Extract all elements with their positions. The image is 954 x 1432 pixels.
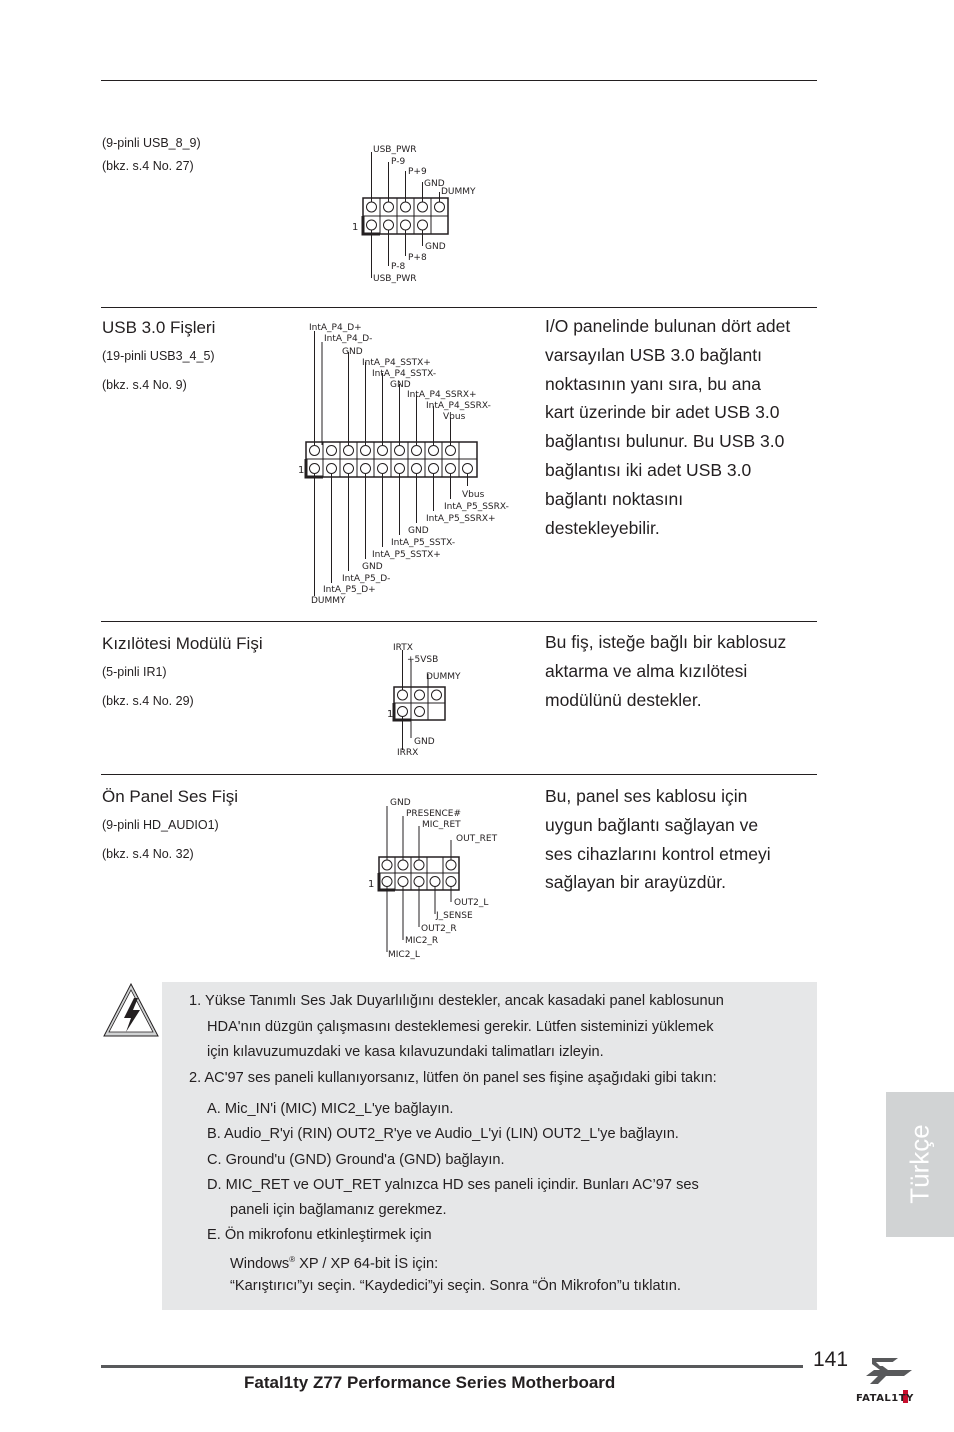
usb3-label: GND: [408, 526, 429, 536]
audio-label: OUT2_R: [421, 924, 457, 934]
usb2-pins: (9-pinli USB_8_9): [102, 136, 201, 150]
usb3-label: IntA_P5_SSRX+: [426, 514, 496, 524]
ir-pins: (5-pinli IR1): [102, 665, 167, 679]
audio-pin-diagram: [364, 792, 514, 964]
section-divider: [101, 774, 817, 775]
fatal1ty-logo: [850, 1352, 930, 1410]
ir-label: IRTX: [393, 643, 413, 653]
usb3-label: IntA_P4_SSTX+: [362, 358, 431, 368]
usb3-label: IntA_P5_SSTX-: [391, 538, 456, 548]
usb2-label: DUMMY: [441, 187, 476, 197]
note-line: A. Mic_IN'i (MIC) MIC2_L'ye bağlayın.: [207, 1101, 454, 1117]
usb3-label: IntA_P4_SSRX-: [426, 401, 491, 411]
warning-icon: [100, 980, 162, 1042]
audio-label: OUT2_L: [454, 898, 489, 908]
note-box: [162, 982, 817, 1310]
desc-line: uygun bağlantı sağlayan ve: [545, 814, 759, 835]
note-line: paneli için bağlamanız gerekmez.: [230, 1202, 447, 1218]
note-line: D. MIC_RET ve OUT_RET yalnızca HD ses paneli içindir. Bunları AC’97 ses: [207, 1177, 699, 1193]
usb3-pins: (19-pinli USB3_4_5): [102, 349, 215, 363]
audio-ref: (bkz. s.4 No. 32): [102, 847, 194, 861]
desc-line: Bu fiş, isteğe bağlı bir kablosuz: [545, 632, 787, 652]
usb3-label: IntA_P4_SSRX+: [407, 390, 477, 400]
desc-line: destekleyebilir.: [545, 517, 660, 538]
windows-version: XP / XP 64-bit İS için:: [295, 1255, 439, 1272]
ir-title: Kızılötesi Modülü Fişi: [102, 634, 263, 653]
usb3-pin-diagram: [296, 318, 526, 608]
usb3-pin-one: 1: [298, 465, 305, 476]
usb3-label: GND: [362, 562, 383, 572]
footer-title: Fatal1ty Z77 Performance Series Motherboard: [244, 1373, 616, 1392]
desc-line: varsayılan USB 3.0 bağlantı: [545, 344, 762, 365]
windows-label: Windows: [230, 1255, 290, 1272]
usb2-label: GND: [424, 179, 445, 189]
audio-label: J_SENSE: [436, 911, 473, 921]
registered-mark: ®: [289, 1255, 296, 1264]
ir-label: DUMMY: [426, 672, 461, 682]
usb3-label: GND: [342, 347, 363, 357]
note-line: 1. Yükse Tanımlı Ses Jak Duyarlılığını destekler, ancak kasadaki panel kablosunun: [189, 993, 724, 1009]
audio-label: PRESENCE#: [406, 809, 462, 819]
usb2-label: P-8: [391, 262, 406, 272]
audio-title: Ön Panel Ses Fişi: [102, 787, 239, 806]
ir-label: +5VSB: [407, 655, 439, 665]
audio-label: OUT_RET: [456, 834, 498, 844]
usb2-pin-diagram: [340, 138, 500, 286]
ir-pin-one: 1: [387, 709, 394, 720]
audio-label: MIC2_R: [405, 936, 439, 946]
ir-pin-diagram: [385, 638, 495, 760]
usb3-ref: (bkz. s.4 No. 9): [102, 378, 187, 392]
desc-line: noktasının yanı sıra, bu ana: [545, 373, 761, 394]
note-line: “Karıştırıcı”yı seçin. “Kaydedici”yi seçin. Sonra “Ön Mikrofon”u tıklatın.: [230, 1278, 681, 1294]
ir-ref: (bkz. s.4 No. 29): [102, 694, 194, 708]
usb3-label: IntA_P5_SSTX+: [372, 550, 441, 560]
usb3-description: [545, 312, 820, 542]
usb3-label: IntA_P5_D+: [323, 585, 376, 595]
ir-label: GND: [414, 737, 435, 747]
usb2-label: P+9: [408, 167, 427, 177]
usb3-title: USB 3.0 Fişleri: [102, 318, 216, 337]
desc-line: aktarma ve alma kızılötesi: [545, 660, 748, 681]
note-line: için kılavuzumuzdaki ve kasa kılavuzundaki talimatları izleyin.: [207, 1044, 604, 1060]
section-divider: [101, 307, 817, 308]
desc-line: bağlantı noktasını: [545, 488, 684, 509]
usb3-label: IntA_P5_SSRX-: [444, 502, 509, 512]
section-divider: [101, 621, 817, 622]
usb3-label: IntA_P5_D-: [342, 574, 391, 584]
usb3-label: GND: [390, 380, 411, 390]
audio-label: MIC2_L: [388, 950, 420, 960]
usb2-pin-one: 1: [352, 222, 359, 233]
note-line: B. Audio_R'yi (RIN) OUT2_R'ye ve Audio_L'yi (LIN) OUT2_L'ye bağlayın.: [207, 1126, 679, 1142]
note-line: 2. AC'97 ses paneli kullanıyorsanız, lütfen ön panel ses fişine aşağıdaki gibi takın:: [189, 1070, 717, 1086]
usb3-label: Vbus: [462, 490, 485, 500]
ir-description: [545, 628, 820, 714]
desc-line: ses cihazlarını kontrol etmeyi: [545, 843, 771, 864]
page-number: 141: [813, 1348, 849, 1371]
desc-line: kart üzerinde bir adet USB 3.0: [545, 402, 780, 423]
usb2-label: USB_PWR: [373, 274, 417, 284]
desc-line: modülünü destekler.: [545, 689, 702, 710]
ir-label: IRRX: [397, 748, 419, 758]
usb3-label: DUMMY: [311, 596, 346, 606]
usb3-label: IntA_P4_D-: [324, 334, 373, 344]
desc-line: sağlayan bir arayüzdür.: [545, 872, 726, 893]
language-side-tab: [886, 1092, 954, 1237]
note-line: E. Ön mikrofonu etkinleştirmek için: [207, 1227, 432, 1243]
desc-line: Bu, panel ses kablosu için: [545, 786, 748, 806]
language-label: Türkçe: [904, 1124, 935, 1204]
audio-pin-one: 1: [368, 879, 375, 890]
desc-line: bağlantısı bulunur. Bu USB 3.0: [545, 431, 785, 452]
audio-description: [545, 782, 820, 897]
usb3-label: Vbus: [443, 412, 466, 422]
usb2-label: P-9: [391, 157, 406, 167]
usb2-label: GND: [425, 242, 446, 252]
desc-line: I/O panelinde bulunan dört adet: [545, 316, 791, 336]
footer-rule: [101, 1365, 803, 1368]
usb3-label: IntA_P4_D+: [309, 323, 362, 333]
desc-line: bağlantısı iki adet USB 3.0: [545, 459, 752, 480]
logo-text: FATAL1TY: [856, 1393, 914, 1404]
note-line: C. Ground'u (GND) Ground'a (GND) bağlayın.: [207, 1152, 505, 1168]
audio-label: GND: [390, 798, 411, 808]
note-line-windows: [230, 1250, 438, 1274]
top-rule: [101, 80, 817, 81]
usb3-label: IntA_P4_SSTX-: [372, 369, 437, 379]
usb2-ref: (bkz. s.4 No. 27): [102, 159, 194, 173]
audio-label: MIC_RET: [422, 820, 461, 830]
note-line: HDA'nın düzgün çalışmasını desteklemesi gerekir. Lütfen sisteminizi yüklemek: [207, 1019, 714, 1035]
audio-pins: (9-pinli HD_AUDIO1): [102, 818, 219, 832]
usb2-label: P+8: [408, 253, 427, 263]
usb2-label: USB_PWR: [373, 145, 417, 155]
